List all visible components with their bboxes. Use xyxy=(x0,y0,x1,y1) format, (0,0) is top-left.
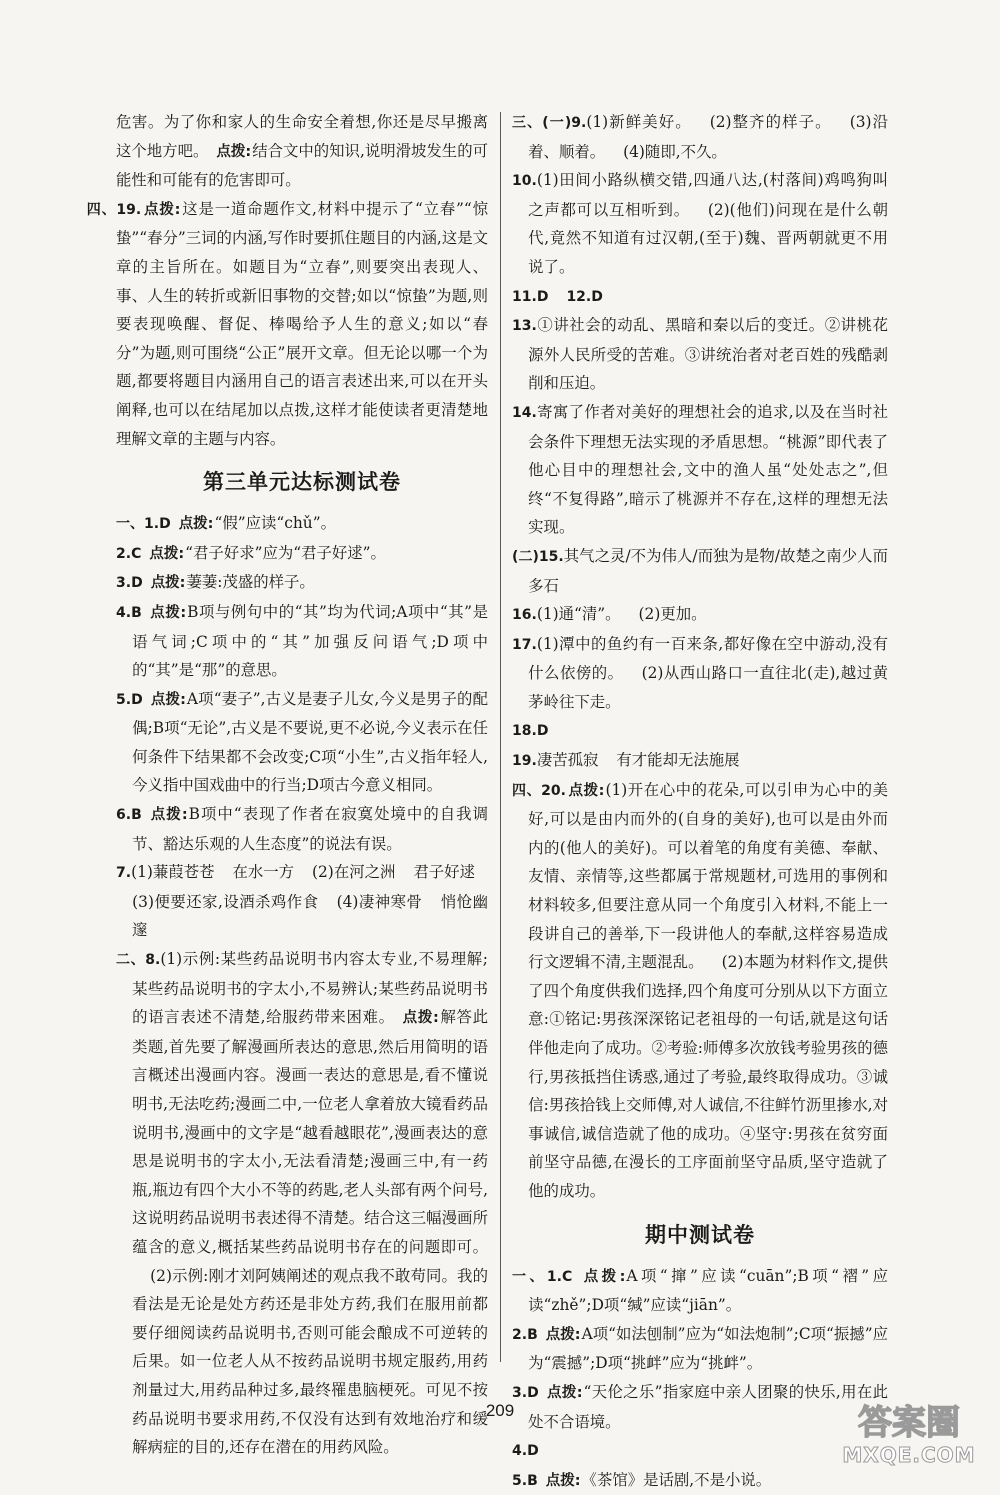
column-divider xyxy=(500,112,501,1362)
watermark-domain: MXQE.COM xyxy=(842,1443,976,1467)
answer-item-7: 7.(1)蒹葭苍苍 在水一方 (2)在河之洲 君子好逑 (3)便要还家,设酒杀鸡作食 (4)凄神寒骨 悄怆幽邃 xyxy=(116,863,488,940)
answer-item-20: 四、20. 点拨:(1)开在心中的花朵,可以引申为心中的美好,可以是由内而外的(自身的美好),也可以是由外而内的(他人的美好)。可以着笔的角度有美德、奉献、友情、亲情等,这些都属于常规题材,可选用的事例和材料较多,但要注意从同一个角度引入材料,不能上一段讲自己的善举,下一段讲他人的奉献,这样容易造成行文逻辑不清,主题混乱。 (2)本题为材料作文,提供了四个角度供我们选择,四个角度可分别从以下方面立意:①铭记:男孩深深铭记老祖母的一句话,就是这句话伴他走向了成功。②考验:师傅多次放钱考验男孩的德行,男孩抵挡住诱惑,通过了考验,最终取得成功。③诚信:男孩拾钱上交师傅,对人诚信,不往鲜竹沥里掺水,对事诚信,诚信造就了他的成功。④坚守:男孩在贫穷面前坚守品德,在漫长的工序面前坚守品质,坚守造就了他的成功。 xyxy=(512,780,888,1200)
answer-item-11-12: 11.D 12.D xyxy=(512,288,603,305)
answer-item-16: 16.(1)通“清”。 (2)更加。 xyxy=(512,605,707,624)
answer-item: 3.D 点拨:萋萋:茂盛的样子。 xyxy=(116,573,315,592)
answer-item-9: 三、(一)9.(1)新鲜美好。 (2)整齐的样子。 (3)沿着、顺着。 (4)随即,不久。 xyxy=(512,113,888,161)
answer-item-19: 四、19. 点拨:这是一道命题作文,材料中提示了“立春”“惊蛰”“春分”三词的内涵,写作时要抓住题目的内涵,这是文章的主旨所在。如题目为“立春”,则要突出表现人、事、人生的转折或新旧事物的交替;如以“惊蛰”为题,则要表现唤醒、督促、棒喝给予人生的意义;如以“春分”为题,则可围绕“公正”展开文章。但无论以哪一个为题,都要将题目内涵用自己的语言表述出来,可以在开头阐释,也可以在结尾加以点拨,这样才能使读者更清楚地理解文章的主题与内容。 xyxy=(86,199,488,448)
answer-item-15: (二)15.其气之灵/不为伟人/而独为是物/故楚之南少人而多石 xyxy=(512,546,888,595)
answer-item: 3.D 点拨:“天伦之乐”指家庭中亲人团聚的快乐,用在此处不合语境。 xyxy=(512,1382,888,1431)
answer-item-18: 18.D xyxy=(512,723,549,740)
page-number: 209 xyxy=(485,1401,515,1420)
answer-item: 5.B 点拨:《茶馆》是话剧,不是小说。 xyxy=(512,1470,772,1489)
answer-item-14: 14.寄寓了作者对美好的理想社会的追求,以及在当时社会条件下理想无法实现的矛盾思想。“桃源”即代表了他心目中的理想社会,文中的渔人虽“处处志之”,但终“不复得路”,暗示了桃源并不存在,这样的理想无法实现。 xyxy=(512,402,888,537)
section-title-midterm: 期中测试卷 xyxy=(645,1222,755,1247)
answer-item: 6.B 点拨:B项中“表现了作者在寂寞处境中的自我调节、豁达乐观的人生态度”的说法有误。 xyxy=(116,805,488,853)
answer-item: 2.C 点拨:“君子好求”应为“君子好逑”。 xyxy=(116,543,386,562)
hint-label: 点拨: xyxy=(143,201,181,218)
watermark-logo xyxy=(834,1392,984,1470)
right-column xyxy=(512,108,888,1495)
answer-item-13: 13.①讲社会的动乱、黑暗和秦以后的变迁。②讲桃花源外人民所受的苦难。③讲统治者对老百姓的残酷剥削和压迫。 xyxy=(512,316,888,393)
answer-item: 一、1.D 点拨:“假”应读“chǔ”。 xyxy=(116,514,336,533)
hint-label: 点拨: xyxy=(216,143,252,160)
left-column xyxy=(86,108,488,1462)
answer-item: 4.D xyxy=(512,1443,539,1460)
answer-item-10: 10.(1)田间小路纵横交错,四通八达,(村落间)鸡鸣狗叫之声都可以互相听到。 (2)(他们)问现在是什么朝代,竟然不知道有过汉朝,(至于)魏、晋两朝就更不用说了。 xyxy=(512,171,888,276)
answer-item: 2.B 点拨:A项“如法刨制”应为“如法炮制”;C项“振撼”应为“震撼”;D项“挑衅”应为“挑衅”。 xyxy=(512,1324,888,1373)
answer-item: 5.D 点拨:A项“妻子”,古义是妻子儿女,今义是男子的配偶;B项“无论”,古义是不要说,更不必说,今义表示在任何条件下结果都不会改变;C项“小生”,古义指年轻人,今义指中国戏曲中的行当;D项古今意义相同。 xyxy=(116,689,488,795)
watermark-title: 答案圈 xyxy=(858,1403,960,1443)
answer-item: 一、1.C 点拨:A项“撺”应读“cuān”;B项“褶”应读“zhě”;D项“缄”应读“jiān”。 xyxy=(512,1266,888,1315)
answer-item-8: 二、8.(1)示例:某些药品说明书内容太专业,不易理解;某些药品说明书的字太小,不易辨认;某些药品说明书的语言表述不清楚,给服药带来困难。 点拨:解答此类题,首先要了解漫画所表达的意思,然后用简明的语言概述出漫画内容。漫画一表达的意思是,看不懂说明书,无法吃药;漫画二中,一位老人拿着放大镜看药品说明书,漫画中的文字是“越看越眼花”,漫画表达的意思是说明书的字太小,无法看清楚;漫画三中,有一药瓶,瓶边有四个大小不等的药匙,老人头部有两个问号,这说明药品说明书表述得不清楚。结合这三幅漫画所蕴含的意义,概括某些药品说明书存在的问题即可。(2)示例:刚才刘阿姨阐述的观点我不敢苟同。我的看法是无论是处方药还是非处方药,我们在服用前都要仔细阅读药品说明书,否则可能会酿成不可逆转的后果。如一位老人从不按药品说明书规定服药,用药剂量过大,用药品种过多,最终罹患脑梗死。可见不按药品说明书要求用药,不仅没有达到有效地治疗和缓解病症的目的,还存在潜在的用药风险。 xyxy=(116,950,488,1457)
answer-item-17: 17.(1)潭中的鱼约有一百来条,都好像在空中游动,没有什么依傍的。 (2)从西山路口一直往北(走),越过黄茅岭往下走。 xyxy=(512,634,888,711)
answer-item: 4.B 点拨:B项与例句中的“其”均为代词;A项中“其”是语气词;C项中的“其”加强反问语气;D项中的“其”是“那”的意思。 xyxy=(116,602,488,680)
section-title-unit3: 第三单元达标测试卷 xyxy=(203,470,401,495)
answer-item-19: 19.凄苦孤寂 有才能却无法施展 xyxy=(512,751,740,770)
answer-paragraph: 危害。为了你和家人的生命安全着想,你还是尽早搬离这个地方吧。 点拨:结合文中的知识,说明滑坡发生的可能性和可能有的危害即可。 xyxy=(116,113,488,190)
